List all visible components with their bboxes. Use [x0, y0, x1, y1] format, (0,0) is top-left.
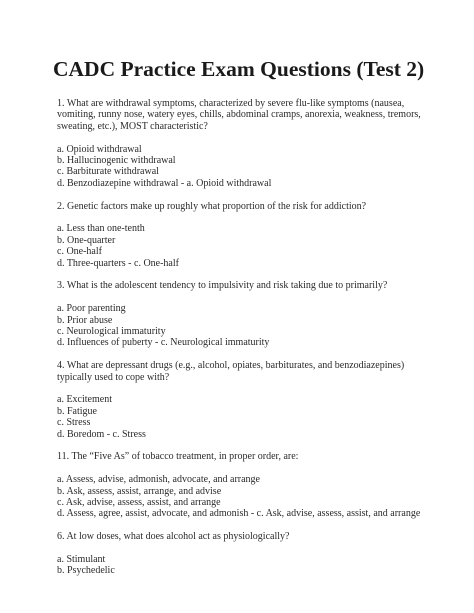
- answer-option: d. Assess, agree, assist, advocate, and admonish - c. Ask, advise, assess, assist, and arrange: [57, 508, 421, 520]
- question-block-4: [57, 360, 429, 440]
- answer-options: [57, 223, 429, 269]
- answer-option: a. Assess, advise, admonish, advocate, and arrange: [57, 474, 260, 486]
- answer-options: [57, 144, 429, 190]
- question-text: 6. At low doses, what does alcohol act as physiologically?: [57, 531, 290, 543]
- answer-option: b. Fatigue: [57, 405, 97, 417]
- answer-options: [57, 554, 429, 577]
- answer-option: b. Prior abuse: [57, 314, 113, 326]
- question-block-5: [57, 451, 429, 519]
- answer-option: d. Three-quarters - c. One-half: [57, 257, 179, 269]
- answer-option: b. One-quarter: [57, 234, 116, 246]
- answer-option: a. Opioid withdrawal: [57, 143, 142, 155]
- answer-option: d. Influences of puberty - c. Neurological immaturity: [57, 337, 270, 349]
- question-block-2: [57, 201, 429, 269]
- answer-options: [57, 474, 429, 520]
- question-text: 4. What are depressant drugs (e.g., alcohol, opiates, barbiturates, and benzodiazepines) typically used to cope with?: [57, 360, 405, 383]
- answer-option: b. Psychedelic: [57, 565, 115, 577]
- question-text: 1. What are withdrawal symptoms, characterized by severe flu-like symptoms (nausea, vomiting, runny nose, watery eyes, chills, abdominal cramps, anorexia, weakness, tremors, sweating, etc.), MOST characteristic?: [57, 98, 421, 132]
- answer-option: c. Neurological immaturity: [57, 326, 166, 338]
- answer-option: c. One-half: [57, 246, 102, 258]
- question-block-1: [57, 98, 429, 189]
- answer-option: c. Barbiturate withdrawal: [57, 166, 159, 178]
- answer-option: c. Stress: [57, 417, 91, 429]
- page-title: CADC Practice Exam Questions (Test 2): [53, 57, 425, 81]
- answer-option: d. Benzodiazepine withdrawal - a. Opioid withdrawal: [57, 177, 272, 189]
- question-block-3: [57, 280, 429, 348]
- answer-option: a. Poor parenting: [57, 303, 126, 315]
- answer-options: [57, 303, 429, 349]
- question-block-6: [57, 531, 429, 577]
- questions-content: [57, 98, 429, 588]
- answer-option: d. Boredom - c. Stress: [57, 428, 146, 440]
- answer-option: c. Ask, advise, assess, assist, and arrange: [57, 497, 221, 509]
- question-text: 2. Genetic factors make up roughly what proportion of the risk for addiction?: [57, 200, 367, 212]
- answer-option: a. Less than one-tenth: [57, 223, 145, 235]
- answer-option: a. Excitement: [57, 394, 112, 406]
- answer-options: [57, 394, 429, 440]
- answer-option: b. Ask, assess, assist, arrange, and advise: [57, 485, 222, 497]
- answer-option: b. Hallucinogenic withdrawal: [57, 155, 176, 167]
- question-text: 11. The “Five As” of tobacco treatment, in proper order, are:: [57, 451, 299, 463]
- answer-option: a. Stimulant: [57, 554, 106, 566]
- question-text: 3. What is the adolescent tendency to impulsivity and risk taking due to primarily?: [57, 280, 388, 292]
